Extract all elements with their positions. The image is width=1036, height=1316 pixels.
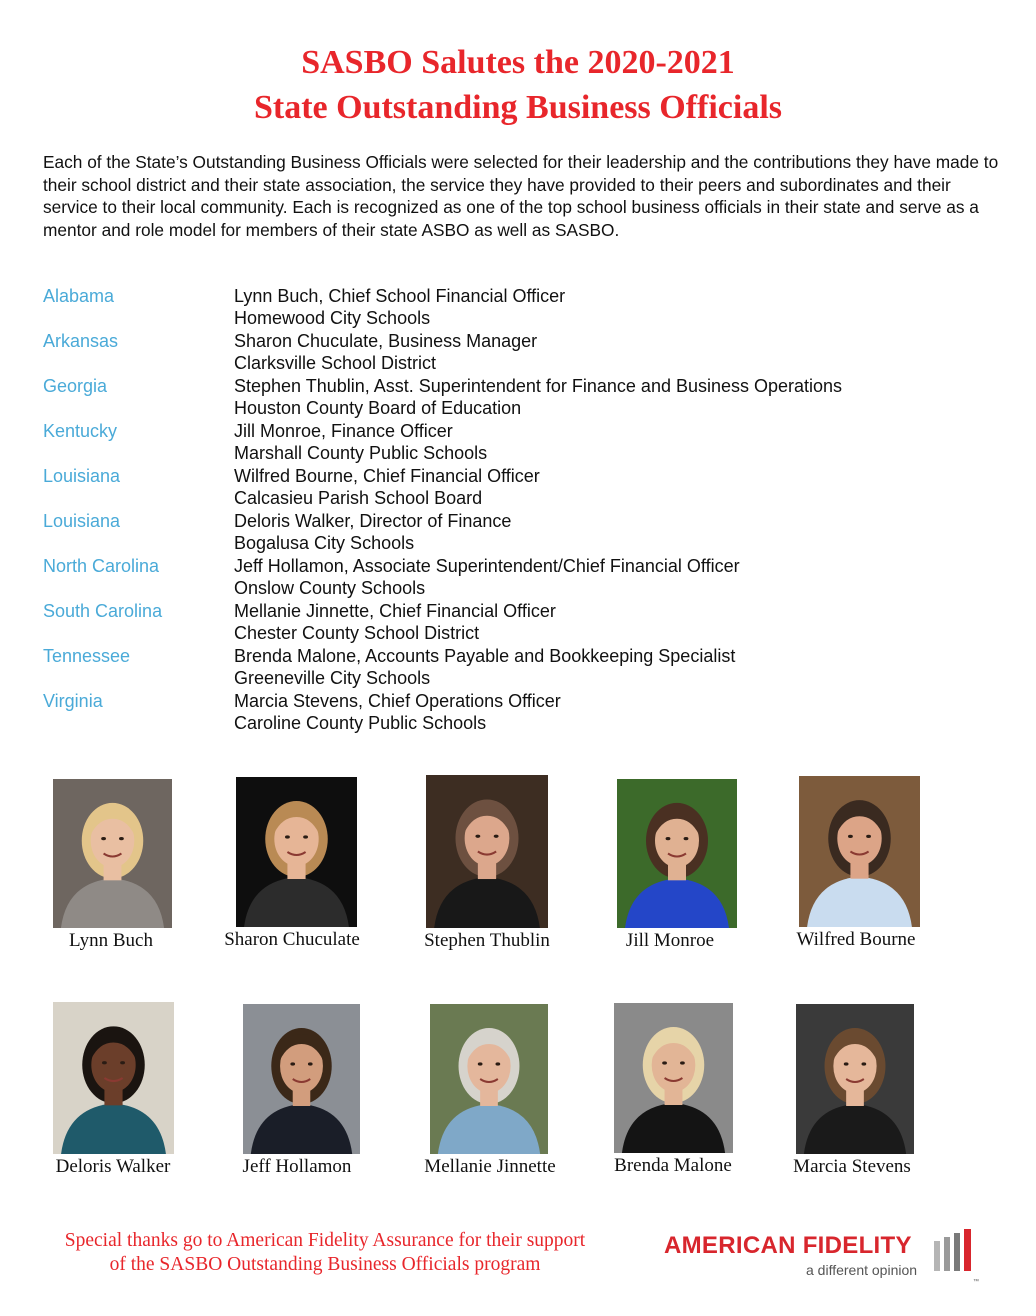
- portrait-icon: [53, 1002, 174, 1154]
- official-info: [234, 285, 565, 330]
- official-organization: Marshall County Public Schools: [234, 443, 488, 464]
- portrait-caption: Deloris Walker: [55, 1156, 171, 1177]
- official-info: [234, 420, 487, 465]
- portrait-photo: [53, 1002, 174, 1154]
- portrait-caption: Stephen Thublin: [424, 930, 550, 951]
- portrait-photo: [243, 1004, 360, 1154]
- portrait-icon: [426, 775, 548, 928]
- portrait-photo: [799, 776, 920, 927]
- title-line-2: State Outstanding Business Officials: [253, 89, 783, 126]
- state-name: Arkansas: [43, 331, 119, 351]
- official-organization: Caroline County Public Schools: [234, 713, 487, 734]
- portrait-caption: Sharon Chuculate: [224, 929, 360, 950]
- portrait-photo: [617, 779, 737, 928]
- official-info: [234, 690, 561, 735]
- portrait-icon: [430, 1004, 548, 1154]
- official-info: [234, 645, 735, 690]
- svg-text:™: ™: [973, 1279, 979, 1285]
- state-name: Louisiana: [43, 466, 121, 486]
- state-name: North Carolina: [43, 556, 160, 576]
- roster-row: [43, 330, 993, 375]
- american-fidelity-logo: [660, 1227, 990, 1287]
- portrait-photo: [53, 779, 172, 928]
- portrait-caption: Lynn Buch: [69, 930, 153, 951]
- state-name: Kentucky: [43, 421, 118, 441]
- official-name-title: Sharon Chuculate, Business Manager: [234, 331, 538, 351]
- official-name-title: Lynn Buch, Chief School Financial Officer: [234, 286, 566, 306]
- roster-row: [43, 645, 993, 690]
- portrait-icon: [53, 779, 172, 928]
- portrait-icon: [799, 776, 920, 927]
- portrait-icon: [614, 1003, 733, 1153]
- official-organization: Onslow County Schools: [234, 578, 426, 599]
- official-organization: Clarksville School District: [234, 353, 437, 374]
- official-organization: Chester County School District: [234, 623, 480, 644]
- roster-row: [43, 510, 993, 555]
- sponsor-thanks: [20, 1229, 630, 1277]
- official-name-title: Wilfred Bourne, Chief Financial Officer: [234, 466, 540, 486]
- portrait-caption: Mellanie Jinnette: [424, 1156, 556, 1177]
- official-name-title: Deloris Walker, Director of Finance: [234, 511, 512, 531]
- official-info: [234, 510, 511, 555]
- portrait-caption: Brenda Malone: [614, 1155, 732, 1176]
- portrait-icon: [796, 1004, 914, 1154]
- state-name: South Carolina: [43, 601, 163, 621]
- state-name: Tennessee: [43, 646, 131, 666]
- roster-row: [43, 465, 993, 510]
- portrait-icon: [236, 777, 357, 927]
- portrait-photo: [796, 1004, 914, 1154]
- roster-row: [43, 420, 993, 465]
- thanks-line-1: Special thanks go to American Fidelity Assurance for their support: [64, 1230, 586, 1251]
- portrait-photo: [426, 775, 548, 928]
- portrait-caption: Jeff Hollamon: [242, 1156, 352, 1177]
- page-title: [0, 40, 1036, 130]
- state-name: Virginia: [43, 691, 103, 711]
- official-organization: Bogalusa City Schools: [234, 533, 415, 554]
- official-organization: Calcasieu Parish School Board: [234, 488, 483, 509]
- official-info: [234, 330, 537, 375]
- logo-bars-icon: [932, 1227, 982, 1287]
- official-organization: Houston County Board of Education: [234, 398, 522, 419]
- official-organization: Homewood City Schools: [234, 308, 431, 329]
- roster-row: [43, 555, 993, 600]
- official-name-title: Brenda Malone, Accounts Payable and Bookkeeping Specialist: [234, 646, 736, 666]
- portrait-caption: Wilfred Bourne: [796, 929, 916, 950]
- thanks-line-2: of the SASBO Outstanding Business Officials program: [109, 1254, 541, 1275]
- state-name: Louisiana: [43, 511, 121, 531]
- intro-paragraph: Each of the State’s Outstanding Business Officials were selected for their leadership and the contributions they have made to their school district and their state association, the service they have provided to their peers and subordinates and their service to their local community. Each is recognized as one of the top school business officials in their state and serve as a mentor and role model for members of their state ASBO as well as SASBO.: [43, 152, 999, 240]
- portrait-photo: [236, 777, 357, 927]
- title-line-1: SASBO Salutes the 2020-2021: [301, 44, 735, 81]
- official-name-title: Marcia Stevens, Chief Operations Officer: [234, 691, 561, 711]
- official-name-title: Stephen Thublin, Asst. Superintendent for Finance and Business Operations: [234, 376, 843, 396]
- official-organization: Greeneville City Schools: [234, 668, 431, 689]
- portrait-icon: [243, 1004, 360, 1154]
- official-info: [234, 465, 540, 510]
- official-info: [234, 555, 740, 600]
- portrait-photo: [614, 1003, 733, 1153]
- roster-row: [43, 285, 993, 330]
- logo-name: AMERICAN FIDELITY: [664, 1232, 912, 1259]
- official-info: [234, 600, 556, 645]
- portrait-icon: [617, 779, 737, 928]
- roster-row: [43, 375, 993, 420]
- state-name: Georgia: [43, 376, 108, 396]
- portrait-caption: Jill Monroe: [625, 930, 715, 951]
- logo-tagline: a different opinion: [806, 1262, 918, 1278]
- roster-row: [43, 690, 993, 735]
- roster-row: [43, 600, 993, 645]
- portrait-photo: [430, 1004, 548, 1154]
- official-name-title: Jeff Hollamon, Associate Superintendent/Chief Financial Officer: [234, 556, 740, 576]
- officials-roster: [43, 285, 993, 735]
- state-name: Alabama: [43, 286, 115, 306]
- official-name-title: Mellanie Jinnette, Chief Financial Officer: [234, 601, 556, 621]
- portrait-caption: Marcia Stevens: [793, 1156, 911, 1177]
- official-name-title: Jill Monroe, Finance Officer: [234, 421, 453, 441]
- official-info: [234, 375, 842, 420]
